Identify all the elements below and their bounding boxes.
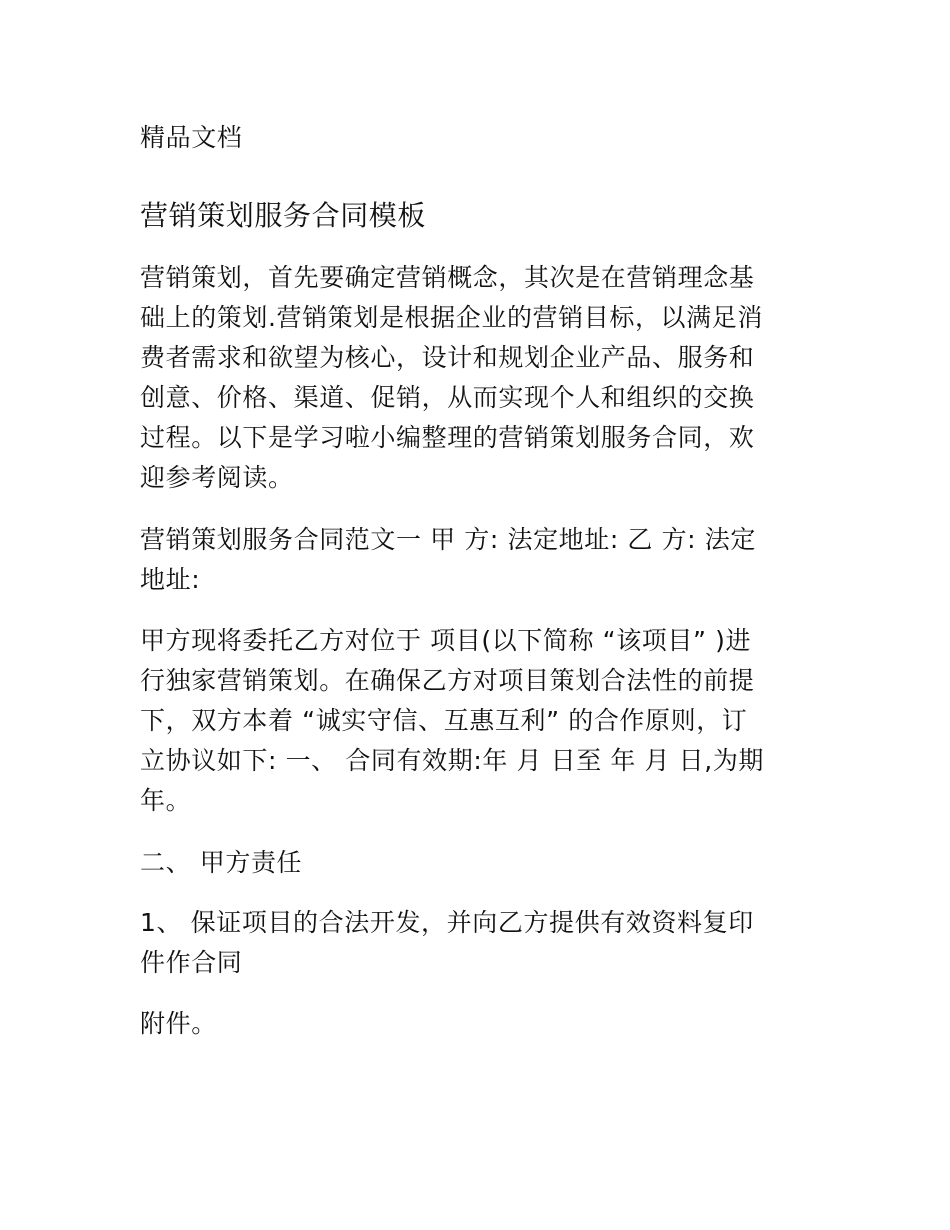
text-line: 件作合同: [140, 948, 243, 977]
text-line: 附件。: [140, 1009, 217, 1038]
text-line: 营销策划，首先要确定营销概念，其次是在营销理念基: [140, 263, 755, 292]
text-line: 营销策划服务合同范文一 甲 方: 法定地址: 乙 方: 法定: [140, 525, 756, 554]
text-line: 行独家营销策划。在确保乙方对项目策划合法性的前提: [140, 666, 755, 695]
document-title: 营销策划服务合同模板: [140, 199, 427, 232]
text-line: 过程。以下是学习啦小编整理的营销策划服务合同，欢: [140, 423, 755, 452]
text-line: 地址:: [140, 565, 201, 594]
text-line: 础上的策划.营销策划是根据企业的营销目标，以满足消: [140, 303, 763, 332]
text-line: 下，双方本着 “诚实守信、互惠互利” 的合作原则，订: [140, 706, 748, 735]
text-line: 甲方现将委托乙方对位于 项目(以下简称 “该项目” )进: [140, 626, 752, 655]
text-line: 创意、价格、渠道、促销，从而实现个人和组织的交换: [140, 383, 755, 412]
document-header: 精品文档: [140, 123, 243, 152]
text-line: 迎参考阅读。: [140, 463, 294, 492]
text-line: 1、 保证项目的合法开发，并向乙方提供有效资料复印: [140, 908, 754, 937]
text-line: 立协议如下: 一、 合同有效期:年 月 日至 年 月 日,为期: [140, 746, 765, 775]
text-line: 二、 甲方责任: [140, 848, 303, 877]
text-line: 费者需求和欲望为核心，设计和规划企业产品、服务和: [140, 343, 755, 372]
text-line: 年。: [140, 786, 192, 815]
